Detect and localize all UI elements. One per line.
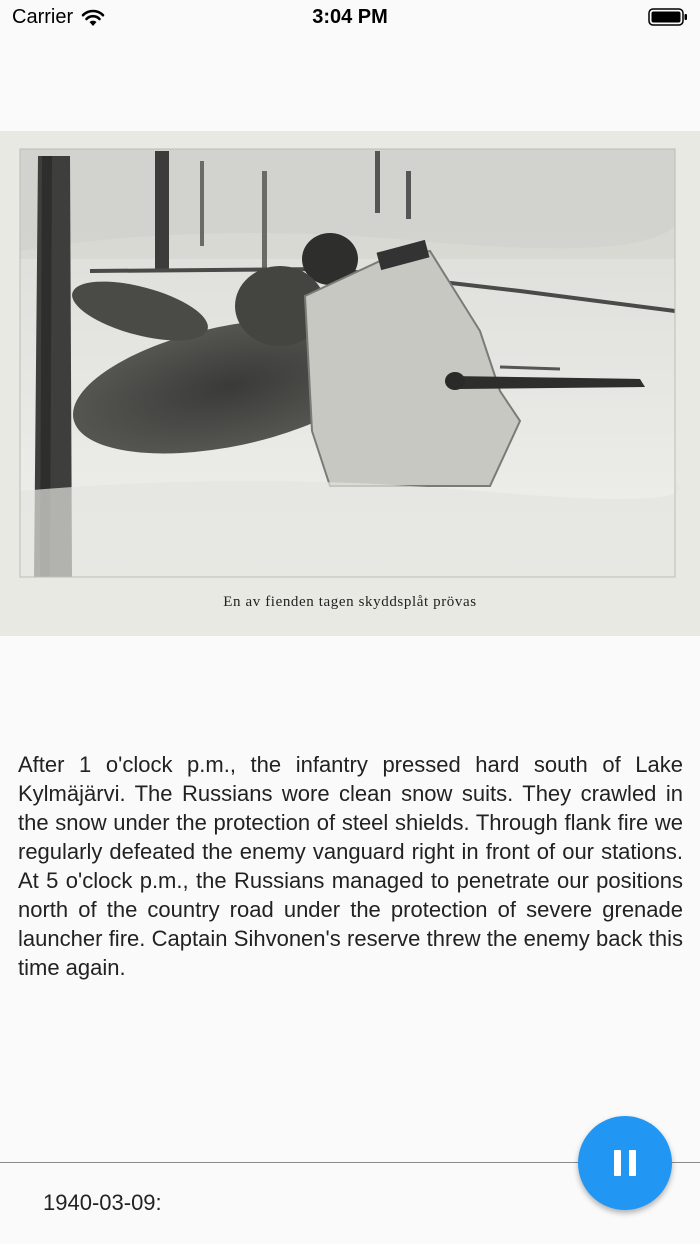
photo-caption: En av fienden tagen skyddsplåt prövas [223,594,477,610]
clock: 3:04 PM [312,6,388,28]
article-photo [0,131,700,636]
pause-bar-left [614,1150,621,1176]
status-bar [0,0,700,40]
carrier-label: Carrier [12,6,74,28]
battery-icon [648,8,688,26]
pause-bar-right [629,1150,636,1176]
pause-button[interactable] [578,1116,672,1210]
photo-image [0,131,700,636]
article-text: After 1 o'clock p.m., the infantry pressed hard south of Lake Kylmäjärvi. The Russians wore clean snow suits. They crawled in the snow under the protection of steel shields. Through flank fire we regularly defeated the enemy vanguard right in front of our stations. At 5 o'clock p.m., the Russians managed to penetrate our positions north of the country road under the protection of severe grenade launcher fire. Captain Sihvonen's reserve threw the enemy back this time again. [18,752,683,980]
date-label: 1940-03-09: [43,1190,162,1215]
pause-icon [614,1150,636,1176]
